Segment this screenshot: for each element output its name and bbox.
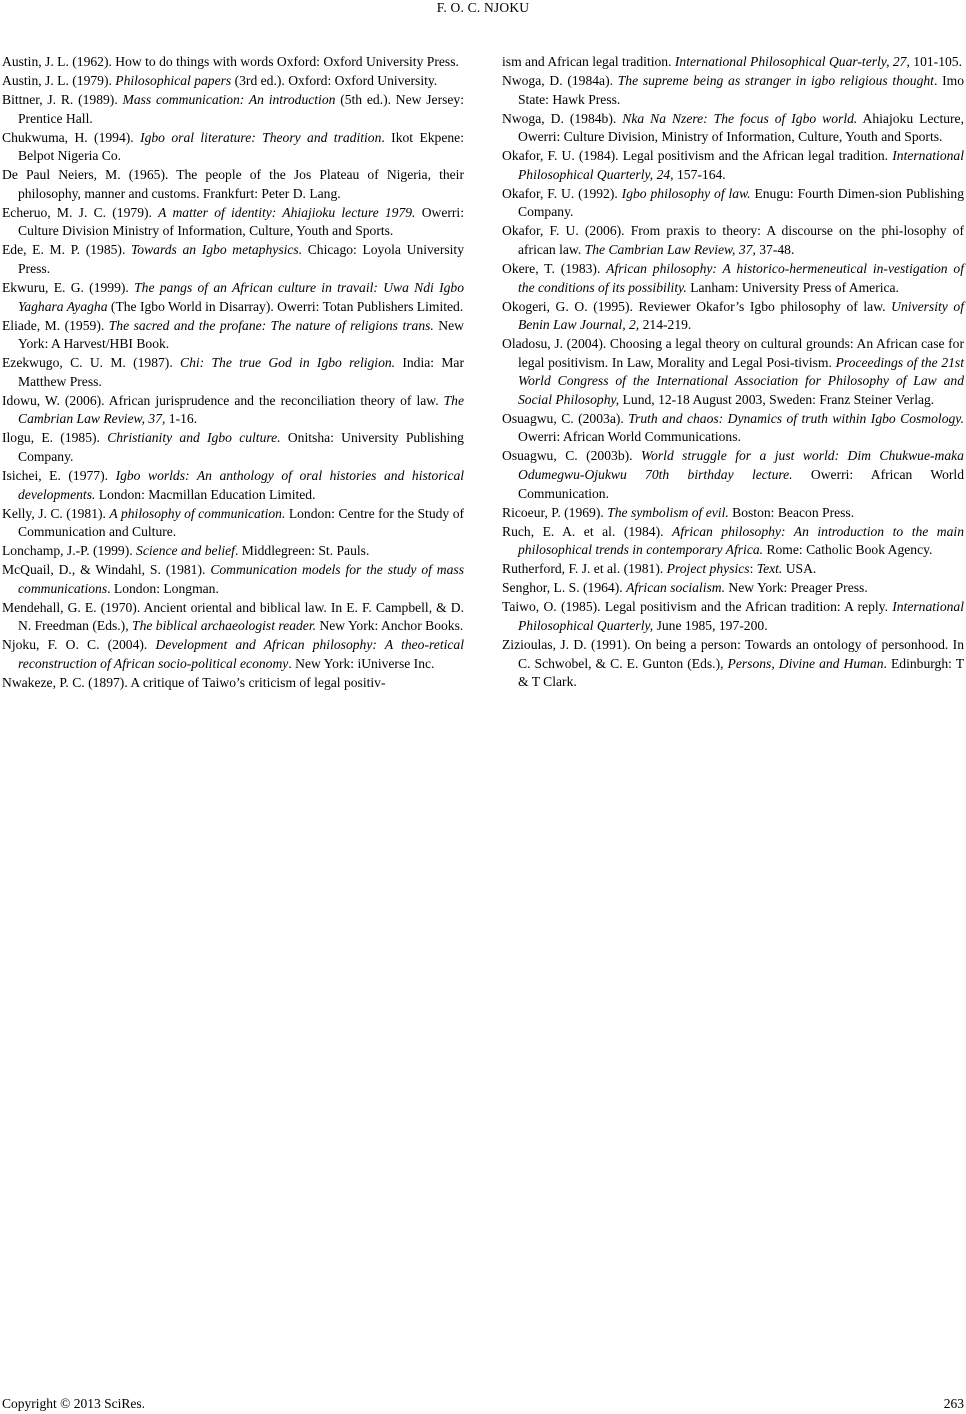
reference-text: Nwoga, D. (1984a). <box>502 73 618 89</box>
references-column-left <box>2 53 464 693</box>
reference-entry <box>502 579 964 598</box>
reference-text: Senghor, L. S. (1964). <box>502 580 627 596</box>
reference-text: . London: Longman. <box>107 580 219 596</box>
reference-text: Chicago: Loyola University Press. <box>18 242 464 277</box>
reference-entry <box>2 354 464 391</box>
running-head: F. O. C. NJOKU <box>436 0 530 15</box>
reference-text: McQuail, D., & Windahl, S. (1981). <box>2 562 211 578</box>
reference-text: Enugu: Fourth Dimen-sion Publishing Company. <box>518 185 965 220</box>
reference-entry <box>2 599 464 636</box>
reference-text: Mendehall, G. E. (1970). Ancient oriental and biblical law. In E. F. Campbell, & D. N. Freedman (Eds.), <box>2 599 464 634</box>
reference-italic-text: International Philosophical Quar-terly, 27, <box>674 54 910 69</box>
reference-text: Okafor, F. U. (2006). From praxis to theory: A discourse on the phi-losophy of african law. <box>502 223 964 257</box>
reference-text: Okafor, F. U. (1984). Legal positivism and the African legal tradition. <box>502 148 893 164</box>
reference-text: Ede, E. M. P. (1985). <box>2 242 131 258</box>
reference-text: . New York: iUniverse Inc. <box>288 656 435 671</box>
reference-text: Austin, J. L. (1979). <box>2 73 116 89</box>
reference-text: New York: Preager Press. <box>725 580 868 596</box>
reference-text: Zizioulas, J. D. (1991). On being a person: Towards an ontology of personhood. In C. Schwobel, & C. E. Gunton (Eds.), <box>502 636 964 671</box>
reference-entry <box>502 222 964 259</box>
reference-italic-text: The Cambrian Law Review, 37, <box>18 392 464 427</box>
reference-entry <box>2 561 464 598</box>
reference-entry <box>2 53 464 72</box>
reference-text: Isichei, E. (1977). <box>2 468 116 484</box>
reference-italic-text: International Philosophical Quarterly, 24, <box>518 148 964 182</box>
reference-text: . Middlegreen: St. Pauls. <box>234 543 370 559</box>
reference-italic-text: Nka Na Nzere: The focus of Igbo world. <box>622 110 858 126</box>
reference-text: De Paul Neiers, M. (1965). The people of the Jos Plateau of Nigeria, their philosophy, manner and customs. Frankfurt: Peter D. Lang. <box>2 167 464 201</box>
reference-text: ism and African legal tradition. <box>502 54 675 69</box>
reference-entry <box>502 185 964 222</box>
reference-italic-text: Science and belief <box>136 543 235 559</box>
reference-text: USA. <box>782 561 817 577</box>
reference-text: Osuagwu, C. (2003b). <box>502 448 641 464</box>
reference-text: Rutherford, F. J. et al. (1981). <box>502 561 667 577</box>
reference-text: Ahiajoku Lecture, Owerri: Culture Division, Ministry of Information, Culture, Youth and Sports. <box>518 110 964 145</box>
reference-entry <box>502 335 964 409</box>
reference-italic-text: The symbolism of evil. <box>607 504 729 520</box>
reference-text: 37-48. <box>755 241 795 257</box>
reference-italic-text: Project physics <box>666 561 750 577</box>
reference-italic-text: The supreme being as stranger in igbo religious thought <box>617 73 934 89</box>
reference-italic-text: Christianity and Igbo culture. <box>107 430 281 446</box>
reference-italic-text: Truth and chaos: Dynamics of truth within Igbo Cosmology. <box>628 410 964 426</box>
reference-entry <box>2 317 464 354</box>
reference-italic-text: Communication models for the study of mass communications <box>18 562 464 596</box>
reference-italic-text: Mass communication: An introduction <box>122 92 336 108</box>
reference-text: Onitsha: University Publishing Company. <box>18 430 464 464</box>
reference-entry <box>2 241 464 278</box>
reference-text: . Ikot Ekpene: Belpot Nigeria Co. <box>18 129 464 164</box>
reference-italic-text: African socialism. <box>626 580 725 596</box>
reference-entry <box>502 523 964 560</box>
reference-entry <box>502 598 964 635</box>
reference-text: Osuagwu, C. (2003a). <box>502 410 629 426</box>
reference-text: Rome: Catholic Book Agency. <box>763 542 933 558</box>
reference-italic-text: Persons, Divine and Human <box>727 655 884 671</box>
reference-text: Kelly, J. C. (1981). <box>2 505 110 521</box>
reference-entry <box>2 279 464 316</box>
reference-entry <box>502 298 964 335</box>
reference-italic-text: A matter of identity: Ahiajioku lecture 1979. <box>158 204 416 220</box>
reference-entry <box>502 110 964 147</box>
reference-text: Njoku, F. O. C. (2004). <box>2 637 156 653</box>
reference-text: . Imo State: Hawk Press. <box>518 73 964 107</box>
reference-text: London: Centre for the Study of Communication and Culture. <box>18 505 465 540</box>
reference-text: 1-16. <box>165 411 198 427</box>
reference-italic-text: Proceedings of the 21st World Congress of the International Association for Philosophy of Law and Social Philosophy, <box>518 354 964 407</box>
reference-italic-text: The Cambrian Law Review, 37, <box>584 241 756 257</box>
reference-entry <box>2 204 464 241</box>
reference-text: Owerri: African World Communications. <box>518 429 741 445</box>
reference-italic-text: Igbo worlds: An anthology of oral histories and historical developments. <box>18 468 465 502</box>
reference-entry <box>502 636 964 692</box>
reference-entry <box>2 674 464 693</box>
reference-italic-text: International Philosophical Quarterly, <box>518 599 964 633</box>
reference-italic-text: A philosophy of communication. <box>109 505 286 521</box>
reference-entry <box>502 72 964 109</box>
reference-text: June 1985, 197-200. <box>653 617 768 633</box>
reference-text: Boston: Beacon Press. <box>728 504 855 520</box>
reference-italic-text: Text. <box>756 561 783 577</box>
reference-text: Ekwuru, E. G. (1999). <box>2 280 135 296</box>
references-column-right <box>502 53 964 692</box>
reference-text: Austin, J. L. (1962). How to do things with words Oxford: Oxford University Press. <box>2 54 459 69</box>
reference-italic-text: Chi: The true God in Igbo religion. <box>180 355 396 371</box>
reference-entry <box>502 560 964 579</box>
reference-text: (3rd ed.). Oxford: Oxford University. <box>231 73 438 89</box>
reference-italic-text: Igbo philosophy of law. <box>621 185 751 201</box>
reference-entry <box>502 147 964 184</box>
reference-entry <box>2 72 464 91</box>
reference-text: Ruch, E. A. et al. (1984). <box>502 523 673 539</box>
reference-text: Owerri: Culture Division Ministry of Information, Culture, Youth and Sports. <box>18 204 464 239</box>
reference-entry <box>2 392 464 429</box>
reference-italic-text: University of Benin Law Journal, 2, <box>518 298 964 333</box>
reference-text: Eliade, M. (1959). <box>2 317 109 333</box>
page-number: 263 <box>943 1396 964 1411</box>
reference-text: Bittner, J. R. (1989). <box>2 92 123 108</box>
reference-italic-text: The pangs of an African culture in travail: Uwa Ndi Igbo Yaghara Ayagha <box>18 280 464 314</box>
reference-text: New York: A Harvest/HBI Book. <box>18 317 464 352</box>
reference-text: Ilogu, E. (1985). <box>2 430 108 446</box>
reference-text: London: Macmillan Education Limited. <box>95 486 316 502</box>
reference-text: . Edinburgh: T & T Clark. <box>518 655 964 690</box>
reference-italic-text: Philosophical papers <box>115 73 232 89</box>
reference-italic-text: Towards an Igbo metaphysics. <box>131 242 303 258</box>
reference-text: Lund, 12-18 August 2003, Sweden: Franz Steiner Verlag. <box>619 391 935 407</box>
reference-italic-text: African philosophy: A historico-hermeneutical in-vestigation of the conditions of its possibility. <box>518 261 965 295</box>
reference-text: New York: Anchor Books. <box>316 618 464 634</box>
reference-text: : <box>749 561 757 577</box>
reference-italic-text: The biblical archaeologist reader. <box>132 618 317 634</box>
reference-entry <box>502 53 964 72</box>
reference-text: Okafor, F. U. (1992). <box>502 185 622 201</box>
reference-text: Echeruo, M. J. C. (1979). <box>2 204 159 220</box>
reference-entry <box>502 410 964 447</box>
reference-entry <box>2 429 464 466</box>
reference-text: 214-219. <box>639 317 692 333</box>
reference-entry <box>2 467 464 504</box>
reference-text: (The Igbo World in Disarray). Owerri: Totan Publishers Limited. <box>107 298 464 314</box>
reference-text: Chukwuma, H. (1994). <box>2 129 141 145</box>
reference-entry <box>2 129 464 166</box>
reference-entry <box>502 504 964 523</box>
reference-text: Okogeri, G. O. (1995). Reviewer Okafor’s Igbo philosophy of law. <box>502 298 892 314</box>
reference-text: Ricoeur, P. (1969). <box>502 504 608 520</box>
reference-text: Nwakeze, P. C. (1897). A critique of Taiwo’s criticism of legal positiv- <box>2 675 386 691</box>
reference-italic-text: African philosophy: An introduction to the main philosophical trends in contemporary Africa. <box>518 523 964 558</box>
reference-entry <box>2 636 464 673</box>
reference-text: India: Mar Matthew Press. <box>18 355 464 389</box>
reference-entry <box>2 542 464 561</box>
reference-text: Oladosu, J. (2004). Choosing a legal theory on cultural grounds: An African case for legal positivism. In Law, Morality and Legal Posi-tivism. <box>502 336 964 370</box>
reference-entry <box>2 505 464 542</box>
reference-text: 157-164. <box>673 166 726 182</box>
reference-text: 101-105. <box>909 54 962 69</box>
reference-text: Lanham: University Press of America. <box>686 279 899 295</box>
reference-entry <box>502 260 964 297</box>
reference-entry <box>502 447 964 503</box>
reference-italic-text: The sacred and the profane: The nature of religions trans. <box>108 317 434 333</box>
reference-text: Nwoga, D. (1984b). <box>502 110 623 126</box>
reference-italic-text: Development and African philosophy: A theo-retical reconstruction of African socio-political economy <box>18 637 464 671</box>
reference-text: Lonchamp, J.-P. (1999). <box>2 543 137 559</box>
reference-italic-text: World struggle for a just world: Dim Chukwue-maka Odumegwu-Ojukwu 70th birthday lecture. <box>518 448 964 483</box>
reference-text: (5th ed.). New Jersey: Prentice Hall. <box>18 92 464 126</box>
reference-italic-text: Igbo oral literature: Theory and tradition <box>140 129 382 145</box>
reference-text: Taiwo, O. (1985). Legal positivism and the African tradition: A reply. <box>502 599 893 615</box>
copyright-notice: Copyright © 2013 SciRes. <box>2 1396 146 1411</box>
reference-entry <box>2 91 464 128</box>
reference-text: Idowu, W. (2006). African jurisprudence and the reconciliation theory of law. <box>2 392 444 408</box>
reference-entry <box>2 166 464 203</box>
reference-text: Okere, T. (1983). <box>502 261 607 277</box>
reference-text: Ezekwugo, C. U. M. (1987). <box>2 355 181 371</box>
reference-text: Owerri: African World Communication. <box>518 467 964 501</box>
